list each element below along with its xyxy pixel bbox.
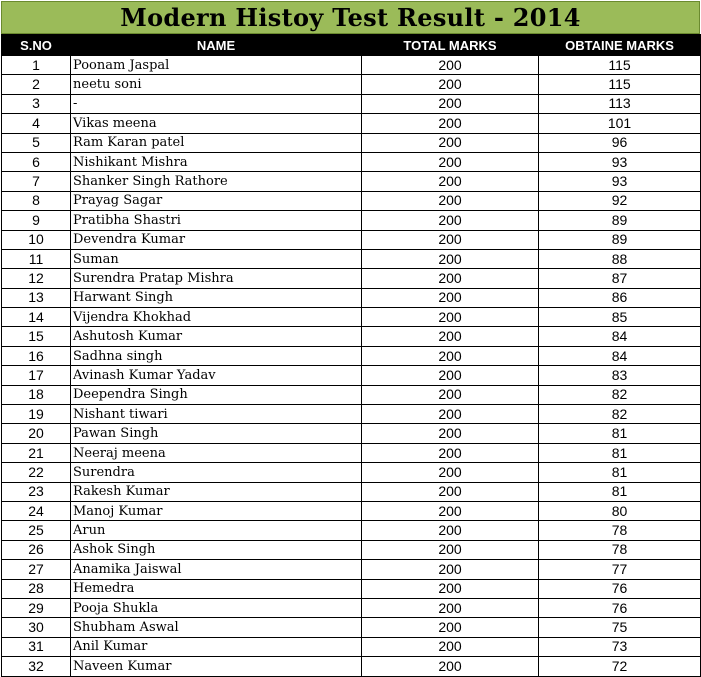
table-row bbox=[2, 501, 701, 520]
row-obtained-marks: 81 bbox=[539, 482, 701, 501]
row-obtained-marks: 81 bbox=[539, 463, 701, 482]
row-sno: 24 bbox=[2, 501, 71, 520]
row-sno: 11 bbox=[2, 249, 71, 268]
row-name: Nishant tiwari bbox=[71, 405, 362, 424]
table-row bbox=[2, 94, 701, 113]
row-sno: 8 bbox=[2, 191, 71, 210]
table-row bbox=[2, 308, 701, 327]
row-sno: 4 bbox=[2, 114, 71, 133]
row-total-marks: 200 bbox=[362, 172, 539, 191]
row-obtained-marks: 89 bbox=[539, 211, 701, 230]
row-obtained-marks: 82 bbox=[539, 405, 701, 424]
table-row bbox=[2, 133, 701, 152]
table-row bbox=[2, 269, 701, 288]
row-obtained-marks: 81 bbox=[539, 424, 701, 443]
row-obtained-marks: 87 bbox=[539, 269, 701, 288]
row-name: Rakesh Kumar bbox=[71, 482, 362, 501]
header-obtained-marks: OBTAINE MARKS bbox=[539, 35, 701, 56]
row-name: Shanker Singh Rathore bbox=[71, 172, 362, 191]
row-obtained-marks: 96 bbox=[539, 133, 701, 152]
table-row bbox=[2, 560, 701, 579]
row-total-marks: 200 bbox=[362, 501, 539, 520]
row-name: Poonam Jaspal bbox=[71, 56, 362, 75]
results-body bbox=[2, 56, 701, 677]
row-name: Shubham Aswal bbox=[71, 618, 362, 637]
table-row bbox=[2, 463, 701, 482]
row-total-marks: 200 bbox=[362, 618, 539, 637]
row-sno: 14 bbox=[2, 308, 71, 327]
row-total-marks: 200 bbox=[362, 366, 539, 385]
row-name: Pawan Singh bbox=[71, 424, 362, 443]
row-name: Anamika Jaiswal bbox=[71, 560, 362, 579]
header-sno: S.NO bbox=[2, 35, 71, 56]
row-total-marks: 200 bbox=[362, 463, 539, 482]
row-name: Surendra Pratap Mishra bbox=[71, 269, 362, 288]
row-name: Hemedra bbox=[71, 579, 362, 598]
row-total-marks: 200 bbox=[362, 308, 539, 327]
row-name: Deependra Singh bbox=[71, 385, 362, 404]
row-total-marks: 200 bbox=[362, 560, 539, 579]
row-name: neetu soni bbox=[71, 75, 362, 94]
row-obtained-marks: 113 bbox=[539, 94, 701, 113]
row-sno: 12 bbox=[2, 269, 71, 288]
table-row bbox=[2, 191, 701, 210]
row-name: Ashutosh Kumar bbox=[71, 327, 362, 346]
row-sno: 26 bbox=[2, 540, 71, 559]
row-sno: 7 bbox=[2, 172, 71, 191]
row-sno: 30 bbox=[2, 618, 71, 637]
row-name: Nishikant Mishra bbox=[71, 152, 362, 171]
row-name: Pooja Shukla bbox=[71, 598, 362, 617]
row-total-marks: 200 bbox=[362, 288, 539, 307]
row-name: Prayag Sagar bbox=[71, 191, 362, 210]
row-name: Suman bbox=[71, 249, 362, 268]
row-total-marks: 200 bbox=[362, 114, 539, 133]
row-name: Ashok Singh bbox=[71, 540, 362, 559]
row-obtained-marks: 85 bbox=[539, 308, 701, 327]
row-obtained-marks: 84 bbox=[539, 327, 701, 346]
row-total-marks: 200 bbox=[362, 56, 539, 75]
row-total-marks: 200 bbox=[362, 482, 539, 501]
row-obtained-marks: 82 bbox=[539, 385, 701, 404]
row-name: Vijendra Khokhad bbox=[71, 308, 362, 327]
table-row bbox=[2, 618, 701, 637]
row-total-marks: 200 bbox=[362, 191, 539, 210]
row-name: Devendra Kumar bbox=[71, 230, 362, 249]
row-sno: 21 bbox=[2, 443, 71, 462]
row-name: Naveen Kumar bbox=[71, 657, 362, 676]
row-obtained-marks: 89 bbox=[539, 230, 701, 249]
table-row bbox=[2, 405, 701, 424]
table-row bbox=[2, 56, 701, 75]
table-row bbox=[2, 579, 701, 598]
table-row bbox=[2, 249, 701, 268]
row-sno: 17 bbox=[2, 366, 71, 385]
table-row bbox=[2, 230, 701, 249]
row-obtained-marks: 73 bbox=[539, 637, 701, 656]
row-sno: 31 bbox=[2, 637, 71, 656]
row-obtained-marks: 78 bbox=[539, 521, 701, 540]
table-row bbox=[2, 521, 701, 540]
row-obtained-marks: 101 bbox=[539, 114, 701, 133]
row-sno: 27 bbox=[2, 560, 71, 579]
table-row bbox=[2, 152, 701, 171]
row-obtained-marks: 84 bbox=[539, 346, 701, 365]
row-sno: 15 bbox=[2, 327, 71, 346]
row-total-marks: 200 bbox=[362, 424, 539, 443]
row-name: Avinash Kumar Yadav bbox=[71, 366, 362, 385]
row-name: Sadhna singh bbox=[71, 346, 362, 365]
row-sno: 6 bbox=[2, 152, 71, 171]
row-obtained-marks: 77 bbox=[539, 560, 701, 579]
row-total-marks: 200 bbox=[362, 133, 539, 152]
row-sno: 29 bbox=[2, 598, 71, 617]
row-sno: 22 bbox=[2, 463, 71, 482]
row-name: Ram Karan patel bbox=[71, 133, 362, 152]
results-table bbox=[1, 34, 701, 677]
row-sno: 23 bbox=[2, 482, 71, 501]
row-total-marks: 200 bbox=[362, 443, 539, 462]
row-total-marks: 200 bbox=[362, 521, 539, 540]
row-name: Arun bbox=[71, 521, 362, 540]
row-name: Anil Kumar bbox=[71, 637, 362, 656]
table-row bbox=[2, 172, 701, 191]
table-row bbox=[2, 114, 701, 133]
row-obtained-marks: 115 bbox=[539, 75, 701, 94]
row-total-marks: 200 bbox=[362, 269, 539, 288]
row-total-marks: 200 bbox=[362, 249, 539, 268]
row-obtained-marks: 72 bbox=[539, 657, 701, 676]
row-name: Surendra bbox=[71, 463, 362, 482]
row-total-marks: 200 bbox=[362, 230, 539, 249]
row-obtained-marks: 81 bbox=[539, 443, 701, 462]
row-total-marks: 200 bbox=[362, 579, 539, 598]
table-row bbox=[2, 637, 701, 656]
row-total-marks: 200 bbox=[362, 327, 539, 346]
table-row bbox=[2, 424, 701, 443]
table-row bbox=[2, 75, 701, 94]
row-sno: 5 bbox=[2, 133, 71, 152]
row-obtained-marks: 78 bbox=[539, 540, 701, 559]
table-row bbox=[2, 288, 701, 307]
row-total-marks: 200 bbox=[362, 211, 539, 230]
table-row bbox=[2, 598, 701, 617]
result-sheet bbox=[1, 1, 700, 677]
header-row bbox=[2, 35, 701, 56]
row-total-marks: 200 bbox=[362, 405, 539, 424]
row-sno: 13 bbox=[2, 288, 71, 307]
header-total-marks: TOTAL MARKS bbox=[362, 35, 539, 56]
header-name: NAME bbox=[71, 35, 362, 56]
row-sno: 18 bbox=[2, 385, 71, 404]
row-obtained-marks: 115 bbox=[539, 56, 701, 75]
row-sno: 1 bbox=[2, 56, 71, 75]
row-total-marks: 200 bbox=[362, 540, 539, 559]
table-row bbox=[2, 385, 701, 404]
row-total-marks: 200 bbox=[362, 637, 539, 656]
row-total-marks: 200 bbox=[362, 75, 539, 94]
row-obtained-marks: 76 bbox=[539, 579, 701, 598]
row-name: Vikas meena bbox=[71, 114, 362, 133]
row-sno: 20 bbox=[2, 424, 71, 443]
row-name: Harwant Singh bbox=[71, 288, 362, 307]
row-name: Manoj Kumar bbox=[71, 501, 362, 520]
row-name: Neeraj meena bbox=[71, 443, 362, 462]
row-obtained-marks: 92 bbox=[539, 191, 701, 210]
row-sno: 32 bbox=[2, 657, 71, 676]
row-name: Pratibha Shastri bbox=[71, 211, 362, 230]
row-name: - bbox=[71, 94, 362, 113]
row-obtained-marks: 88 bbox=[539, 249, 701, 268]
row-obtained-marks: 86 bbox=[539, 288, 701, 307]
page-title: Modern Histoy Test Result - 2014 bbox=[1, 1, 700, 34]
row-sno: 9 bbox=[2, 211, 71, 230]
row-sno: 16 bbox=[2, 346, 71, 365]
table-row bbox=[2, 657, 701, 676]
row-obtained-marks: 93 bbox=[539, 172, 701, 191]
table-row bbox=[2, 211, 701, 230]
row-sno: 25 bbox=[2, 521, 71, 540]
row-total-marks: 200 bbox=[362, 657, 539, 676]
row-obtained-marks: 75 bbox=[539, 618, 701, 637]
table-row bbox=[2, 366, 701, 385]
table-row bbox=[2, 346, 701, 365]
row-obtained-marks: 93 bbox=[539, 152, 701, 171]
row-sno: 28 bbox=[2, 579, 71, 598]
table-row bbox=[2, 482, 701, 501]
row-total-marks: 200 bbox=[362, 346, 539, 365]
row-total-marks: 200 bbox=[362, 598, 539, 617]
row-sno: 19 bbox=[2, 405, 71, 424]
table-row bbox=[2, 327, 701, 346]
row-obtained-marks: 80 bbox=[539, 501, 701, 520]
row-sno: 10 bbox=[2, 230, 71, 249]
row-total-marks: 200 bbox=[362, 385, 539, 404]
table-row bbox=[2, 443, 701, 462]
row-obtained-marks: 76 bbox=[539, 598, 701, 617]
row-total-marks: 200 bbox=[362, 94, 539, 113]
row-sno: 2 bbox=[2, 75, 71, 94]
row-total-marks: 200 bbox=[362, 152, 539, 171]
row-sno: 3 bbox=[2, 94, 71, 113]
row-obtained-marks: 83 bbox=[539, 366, 701, 385]
table-row bbox=[2, 540, 701, 559]
